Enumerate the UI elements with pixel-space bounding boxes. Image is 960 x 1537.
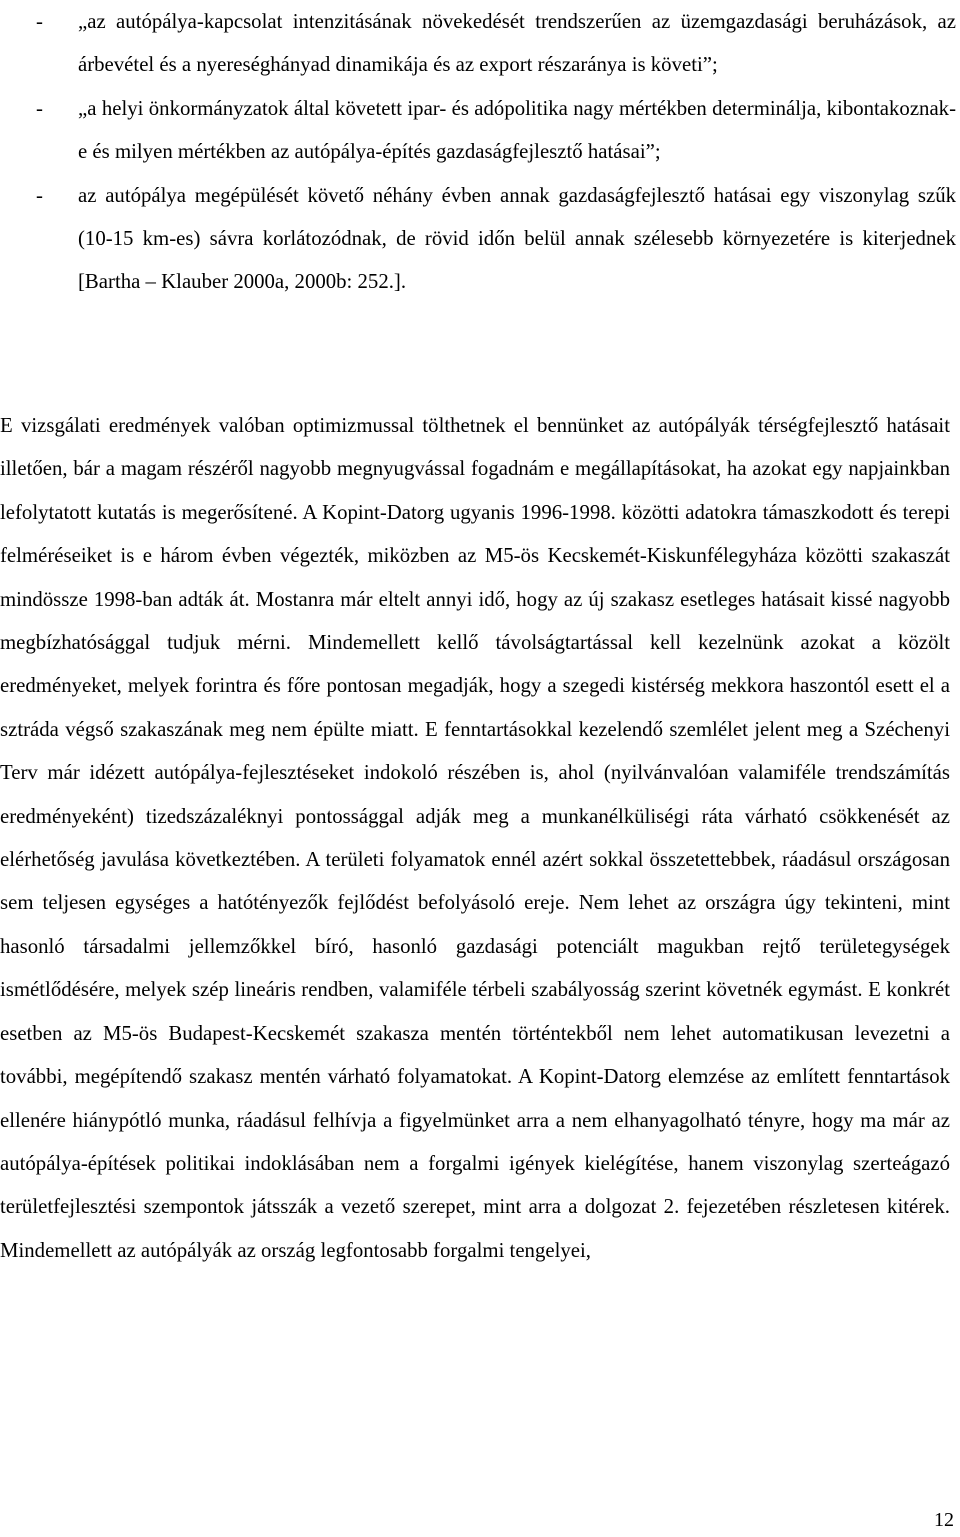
- bullet-dash: -: [36, 183, 43, 207]
- bullet-text: „az autópálya-kapcsolat intenzitásának növekedését trendszerűen az üzemgazdasági beruházások, az árbevétel és a nyereséghányad dinamikája és az export részaránya is követi”;: [78, 10, 956, 77]
- page-number: 12: [934, 1509, 954, 1531]
- bullet-list: [6, 0, 956, 304]
- bullet-item-3: [6, 174, 956, 304]
- bullet-dash: -: [36, 96, 43, 120]
- bullet-text: az autópálya megépülését követő néhány évben annak gazdaságfejlesztő hatásai egy viszonylag szűk (10-15 km-es) sávra korlátozódnak, de rövid időn belül annak szélesebb környezetére is kiterjednek [Bartha – Klauber 2000a, 2000b: 252.].: [78, 183, 956, 294]
- bullet-dash: -: [36, 10, 43, 33]
- body-paragraph: E vizsgálati eredmények valóban optimizmussal tölthetnek el bennünket az autópályák térségfejlesztő hatásait illetően, bár a magam részéről nagyobb megnyugvással fogadnám e megállapításokat, ha azokat egy napjainkban lefolytatott kutatás is megerősítené. A Kopint-Datorg ugyanis 1996-1998. közötti adatokra támaszkodott és terepi felméréseiket is e három évben végezték, miközben az M5-ös Kecskemét-Kiskunfélegyháza közötti szakaszát mindössze 1998-ban adták át. Mostanra már eltelt annyi idő, hogy az új szakasz esetleges hatásait kissé nagyobb megbízhatósággal tudjuk mérni. Mindemellett kellő távolságtartással kell kezelnünk azokat a közölt eredményeket, melyek forintra és főre pontosan megadják, hogy a szegedi kistérség mekkora haszontól esett el a sztráda végső szakaszának meg nem épülte miatt. E fenntartásokkal kezelendő szemlélet jelent meg a Széchenyi Terv már idézett autópálya-fejlesztéseket indokoló részében is, ahol (nyilvánvalóan valamiféle trendszámítás eredményeként) tizedszázaléknyi pontossággal adják meg a munkanélküliségi ráta várható csökkenését az elérhetőség javulása következtében. A területi folyamatok ennél azért sokkal összetettebbek, ráadásul országosan sem teljesen egységes a hatótényezők fejlődést befolyásoló ereje. Nem lehet az országra úgy tekinteni, mint hasonló társadalmi jellemzőkkel bíró, hasonló gazdasági potenciált magukban rejtő területegységek ismétlődésére, melyek szép lineáris rendben, valamiféle térbeli szabályosság szerint követnék egymást. E konkrét esetben az M5-ös Budapest-Kecskemét szakasza mentén történtekből nem lehet automatikusan levezetni a további, megépítendő szakasz mentén várható folyamatokat. A Kopint-Datorg elemzése az említett fenntartások ellenére hiánypótló munka, ráadásul felhívja a figyelmünket arra a nem elhanyagolható tényre, hogy ma már az autópálya-építések politikai indoklásában nem a forgalmi igények kielégítése, hanem viszonylag szerteágazó területfejlesztési szempontok játsszák a vezető szerepet, mint arra a dolgozat 2. fejezetében részletesen kitérek. Mindemellett az autópályák az ország legfontosabb forgalmi tengelyei,: [0, 414, 950, 1262]
- bullet-item-1: [6, 0, 956, 87]
- document-page: [6, 0, 956, 304]
- bullet-item-2: [6, 87, 956, 174]
- bullet-text: „a helyi önkormányzatok által követett ipar- és adópolitika nagy mértékben determinálja, kibontakoznak-e és milyen mértékben az autópálya-építés gazdaságfejlesztő hatásai”;: [78, 96, 956, 164]
